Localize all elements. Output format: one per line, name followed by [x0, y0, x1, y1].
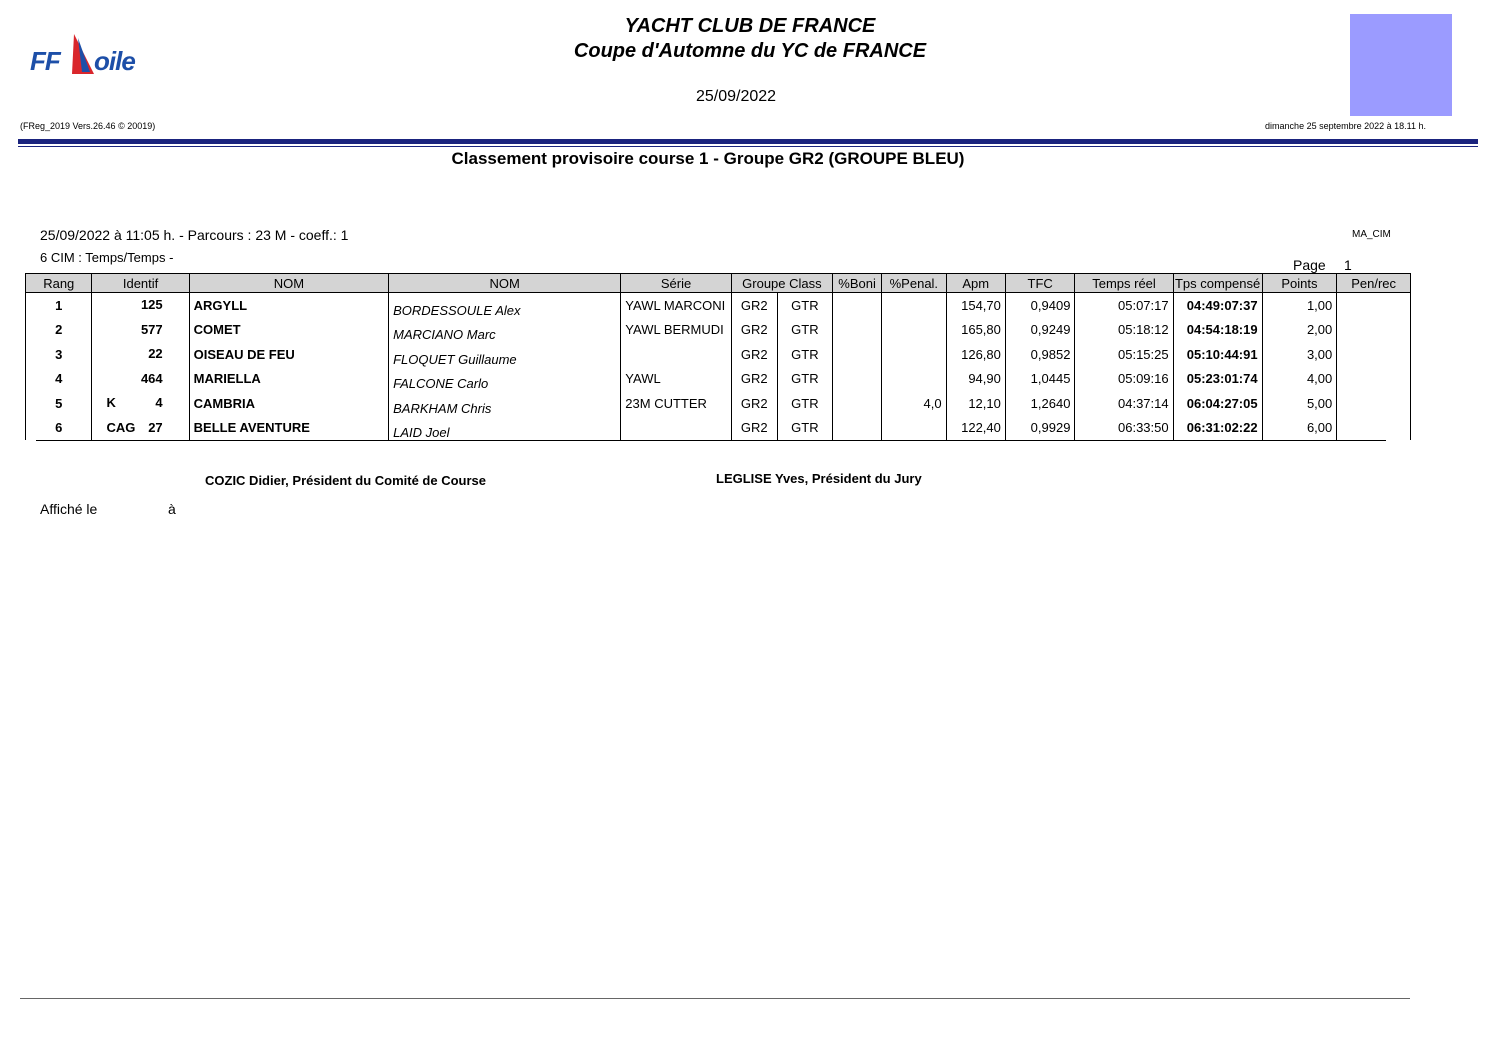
- page-label: Page: [1293, 257, 1326, 273]
- cell-identif: [92, 342, 189, 367]
- cell-pen-rec: [1337, 416, 1411, 441]
- cell-tfc: 0,9249: [1005, 318, 1075, 343]
- cell-pen-rec: [1337, 293, 1411, 318]
- signature-race-committee: COZIC Didier, Président du Comité de Course: [205, 473, 486, 488]
- cell-rang: 4: [26, 367, 92, 392]
- cell-rang: 6: [26, 416, 92, 441]
- club-title: YACHT CLUB DE FRANCE: [624, 15, 876, 37]
- cell-identif: [92, 367, 189, 392]
- cell-apm: 94,90: [946, 367, 1005, 392]
- identif-number: 464: [140, 370, 163, 386]
- cell-points: 1,00: [1262, 293, 1337, 318]
- cell-temps-reel: 05:18:12: [1075, 318, 1173, 343]
- cell-classe: GTR: [777, 342, 832, 367]
- col-header-apm: Apm: [946, 274, 1005, 293]
- col-header-boni: %Boni: [833, 274, 882, 293]
- cell-boat-name: CAMBRIA: [189, 391, 388, 416]
- rating-line: 6 CIM : Temps/Temps -: [40, 250, 174, 265]
- cell-skipper: MARCIANO Marc: [389, 318, 621, 343]
- cell-serie: [621, 342, 731, 367]
- report-title: Classement provisoire course 1 - Groupe GR2 (GROUPE BLEU): [451, 149, 965, 168]
- col-header-tfc: TFC: [1005, 274, 1075, 293]
- cell-pen-rec: [1337, 391, 1411, 416]
- footer-rule: [20, 998, 1410, 999]
- cell-tfc: 0,9852: [1005, 342, 1075, 367]
- cell-boat-name: ARGYLL: [189, 293, 388, 318]
- identif-prefix: K: [106, 395, 116, 410]
- cell-tfc: 0,9409: [1005, 293, 1075, 318]
- results-table: [25, 273, 1411, 440]
- ffvoile-logo: [28, 30, 158, 80]
- software-version: (FReg_2019 Vers.26.46 © 20019): [20, 121, 156, 131]
- col-header-groupe-class: Groupe Class: [731, 274, 832, 293]
- posted-label: Affiché le: [40, 501, 98, 517]
- event-date: 25/09/2022: [695, 88, 777, 105]
- cell-tfc: 1,0445: [1005, 367, 1075, 392]
- identif-number: 22: [148, 346, 163, 361]
- cell-tps-compense: 06:04:27:05: [1173, 391, 1262, 416]
- cell-boat-name: MARIELLA: [189, 367, 388, 392]
- logo-text-right: oile: [94, 46, 135, 76]
- identif-number: 4: [155, 395, 163, 410]
- table-bottom-rule: [36, 440, 1386, 441]
- cell-serie: YAWL MARCONI: [621, 293, 731, 318]
- cell-identif: [92, 293, 189, 318]
- cell-apm: 122,40: [946, 416, 1005, 441]
- cell-skipper: BARKHAM Chris: [389, 391, 621, 416]
- cell-tps-compense: 05:23:01:74: [1173, 367, 1262, 392]
- cell-temps-reel: 05:15:25: [1075, 342, 1173, 367]
- cell-points: 4,00: [1262, 367, 1337, 392]
- cell-serie: YAWL BERMUDI: [621, 318, 731, 343]
- cell-temps-reel: 05:07:17: [1075, 293, 1173, 318]
- col-header-rang: Rang: [26, 274, 92, 293]
- cell-serie: [621, 416, 731, 441]
- col-header-nom-bateau: NOM: [189, 274, 388, 293]
- cell-penal: [882, 416, 946, 441]
- cell-groupe: GR2: [731, 391, 777, 416]
- report-code: MA_CIM: [1352, 229, 1391, 240]
- cell-apm: 12,10: [946, 391, 1005, 416]
- cell-groupe: GR2: [731, 318, 777, 343]
- cell-groupe: GR2: [731, 293, 777, 318]
- cell-serie: 23M CUTTER: [621, 391, 731, 416]
- cell-boni: [833, 293, 882, 318]
- cell-serie: YAWL: [621, 367, 731, 392]
- cell-apm: 154,70: [946, 293, 1005, 318]
- cell-skipper: FALCONE Carlo: [389, 367, 621, 392]
- signature-jury: LEGLISE Yves, Président du Jury: [716, 471, 922, 486]
- race-info: 25/09/2022 à 11:05 h. - Parcours : 23 M - coeff.: 1: [40, 227, 349, 243]
- table-row: [26, 367, 1411, 392]
- header-rule-thin: [18, 146, 1478, 147]
- cell-pen-rec: [1337, 367, 1411, 392]
- cell-groupe: GR2: [731, 367, 777, 392]
- cell-apm: 126,80: [946, 342, 1005, 367]
- identif-number: 125: [140, 297, 163, 312]
- cell-classe: GTR: [777, 416, 832, 441]
- event-title: Coupe d'Automne du YC de FRANCE: [573, 40, 927, 62]
- table-row: [26, 391, 1411, 416]
- identif-number: 27: [148, 419, 163, 435]
- cell-points: 2,00: [1262, 318, 1337, 343]
- cell-temps-reel: 06:33:50: [1075, 416, 1173, 441]
- cell-temps-reel: 04:37:14: [1075, 391, 1173, 416]
- cell-penal: [882, 367, 946, 392]
- cell-skipper: BORDESSOULE Alex: [389, 293, 621, 318]
- cell-apm: 165,80: [946, 318, 1005, 343]
- cell-rang: 3: [26, 342, 92, 367]
- table-row: [26, 416, 1411, 441]
- cell-tfc: 1,2640: [1005, 391, 1075, 416]
- col-header-pen-rec: Pen/rec: [1337, 274, 1411, 293]
- table-row: [26, 318, 1411, 343]
- cell-boat-name: OISEAU DE FEU: [189, 342, 388, 367]
- posted-at: à: [168, 501, 176, 517]
- cell-boni: [833, 367, 882, 392]
- cell-penal: [882, 318, 946, 343]
- cell-groupe: GR2: [731, 416, 777, 441]
- table-row: [26, 342, 1411, 367]
- cell-pen-rec: [1337, 342, 1411, 367]
- col-header-nom-skipper: NOM: [389, 274, 621, 293]
- cell-rang: 1: [26, 293, 92, 318]
- cell-tps-compense: 06:31:02:22: [1173, 416, 1262, 441]
- cell-boni: [833, 391, 882, 416]
- cell-boni: [833, 416, 882, 441]
- col-header-serie: Série: [621, 274, 731, 293]
- cell-classe: GTR: [777, 391, 832, 416]
- logo-text-left: FF: [30, 46, 60, 76]
- cell-classe: GTR: [777, 293, 832, 318]
- cell-classe: GTR: [777, 318, 832, 343]
- cell-rang: 5: [26, 391, 92, 416]
- cell-boat-name: COMET: [189, 318, 388, 343]
- cell-boni: [833, 342, 882, 367]
- identif-number: 577: [140, 321, 163, 337]
- club-logo-placeholder: [1350, 14, 1452, 116]
- print-datetime: dimanche 25 septembre 2022 à 18.11 h.: [1265, 121, 1426, 131]
- cell-identif: [92, 416, 189, 441]
- cell-temps-reel: 05:09:16: [1075, 367, 1173, 392]
- cell-points: 5,00: [1262, 391, 1337, 416]
- col-header-points: Points: [1262, 274, 1337, 293]
- cell-tps-compense: 05:10:44:91: [1173, 342, 1262, 367]
- cell-identif: [92, 318, 189, 343]
- cell-tps-compense: 04:54:18:19: [1173, 318, 1262, 343]
- col-header-identif: Identif: [92, 274, 189, 293]
- cell-pen-rec: [1337, 318, 1411, 343]
- col-header-tps-compense: Tps compensé: [1174, 275, 1261, 291]
- cell-boni: [833, 318, 882, 343]
- cell-skipper: LAID Joel: [389, 416, 621, 441]
- identif-prefix: CAG: [106, 419, 136, 435]
- cell-penal: [882, 342, 946, 367]
- cell-points: 3,00: [1262, 342, 1337, 367]
- col-header-temps-reel: Temps réel: [1075, 274, 1173, 293]
- cell-groupe: GR2: [731, 342, 777, 367]
- page-number: 1: [1344, 257, 1352, 273]
- table-header-row: [26, 274, 1411, 293]
- cell-identif: [92, 391, 189, 416]
- col-header-penal: %Penal.: [882, 274, 946, 293]
- table-row: [26, 293, 1411, 318]
- cell-boat-name: BELLE AVENTURE: [189, 416, 388, 441]
- cell-tfc: 0,9929: [1005, 416, 1075, 441]
- cell-tps-compense: 04:49:07:37: [1173, 293, 1262, 318]
- cell-skipper: FLOQUET Guillaume: [389, 342, 621, 367]
- cell-points: 6,00: [1262, 416, 1337, 441]
- header-rule-thick: [18, 139, 1478, 144]
- cell-penal: [882, 293, 946, 318]
- cell-penal: 4,0: [882, 391, 946, 416]
- cell-rang: 2: [26, 318, 92, 343]
- cell-classe: GTR: [777, 367, 832, 392]
